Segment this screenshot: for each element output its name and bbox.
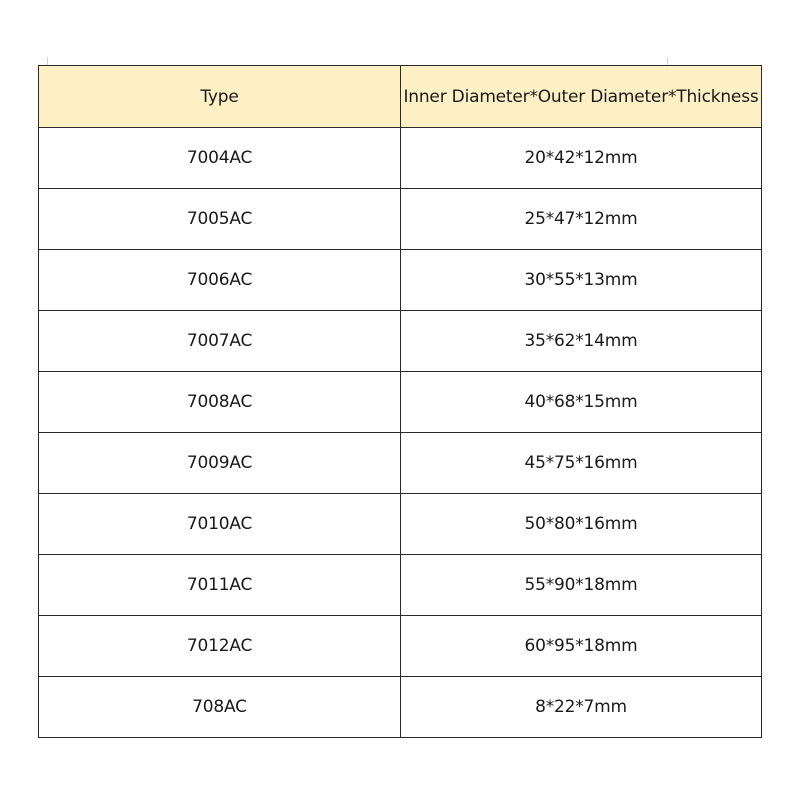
- table-row: [39, 494, 762, 555]
- bearing-spec-table: [38, 65, 762, 738]
- table-row: [39, 189, 762, 250]
- cell-dimensions: 40*68*15mm: [401, 372, 762, 433]
- cell-type: 7004AC: [39, 128, 401, 189]
- cell-type: 708AC: [39, 677, 401, 738]
- header-row: [39, 66, 762, 128]
- table-row: [39, 128, 762, 189]
- cell-type: 7008AC: [39, 372, 401, 433]
- cell-dimensions: 30*55*13mm: [401, 250, 762, 311]
- header-dimensions: Inner Diameter*Outer Diameter*Thickness: [401, 66, 762, 128]
- table-row: [39, 372, 762, 433]
- guide-mark-right: [667, 57, 668, 65]
- cell-type: 7006AC: [39, 250, 401, 311]
- cell-type: 7012AC: [39, 616, 401, 677]
- cell-dimensions: 25*47*12mm: [401, 189, 762, 250]
- cell-dimensions: 45*75*16mm: [401, 433, 762, 494]
- cell-dimensions: 8*22*7mm: [401, 677, 762, 738]
- cell-type: 7005AC: [39, 189, 401, 250]
- cell-dimensions: 60*95*18mm: [401, 616, 762, 677]
- table-row: [39, 250, 762, 311]
- cell-type: 7009AC: [39, 433, 401, 494]
- cell-dimensions: 20*42*12mm: [401, 128, 762, 189]
- table-body: [39, 128, 762, 738]
- table-row: [39, 616, 762, 677]
- table-row: [39, 677, 762, 738]
- table-row: [39, 433, 762, 494]
- cell-type: 7010AC: [39, 494, 401, 555]
- cell-dimensions: 35*62*14mm: [401, 311, 762, 372]
- table-row: [39, 555, 762, 616]
- header-type: Type: [39, 66, 401, 128]
- cell-type: 7007AC: [39, 311, 401, 372]
- cell-type: 7011AC: [39, 555, 401, 616]
- cell-dimensions: 50*80*16mm: [401, 494, 762, 555]
- table-header: [39, 66, 762, 128]
- table-row: [39, 311, 762, 372]
- cell-dimensions: 55*90*18mm: [401, 555, 762, 616]
- guide-mark-left: [47, 57, 48, 65]
